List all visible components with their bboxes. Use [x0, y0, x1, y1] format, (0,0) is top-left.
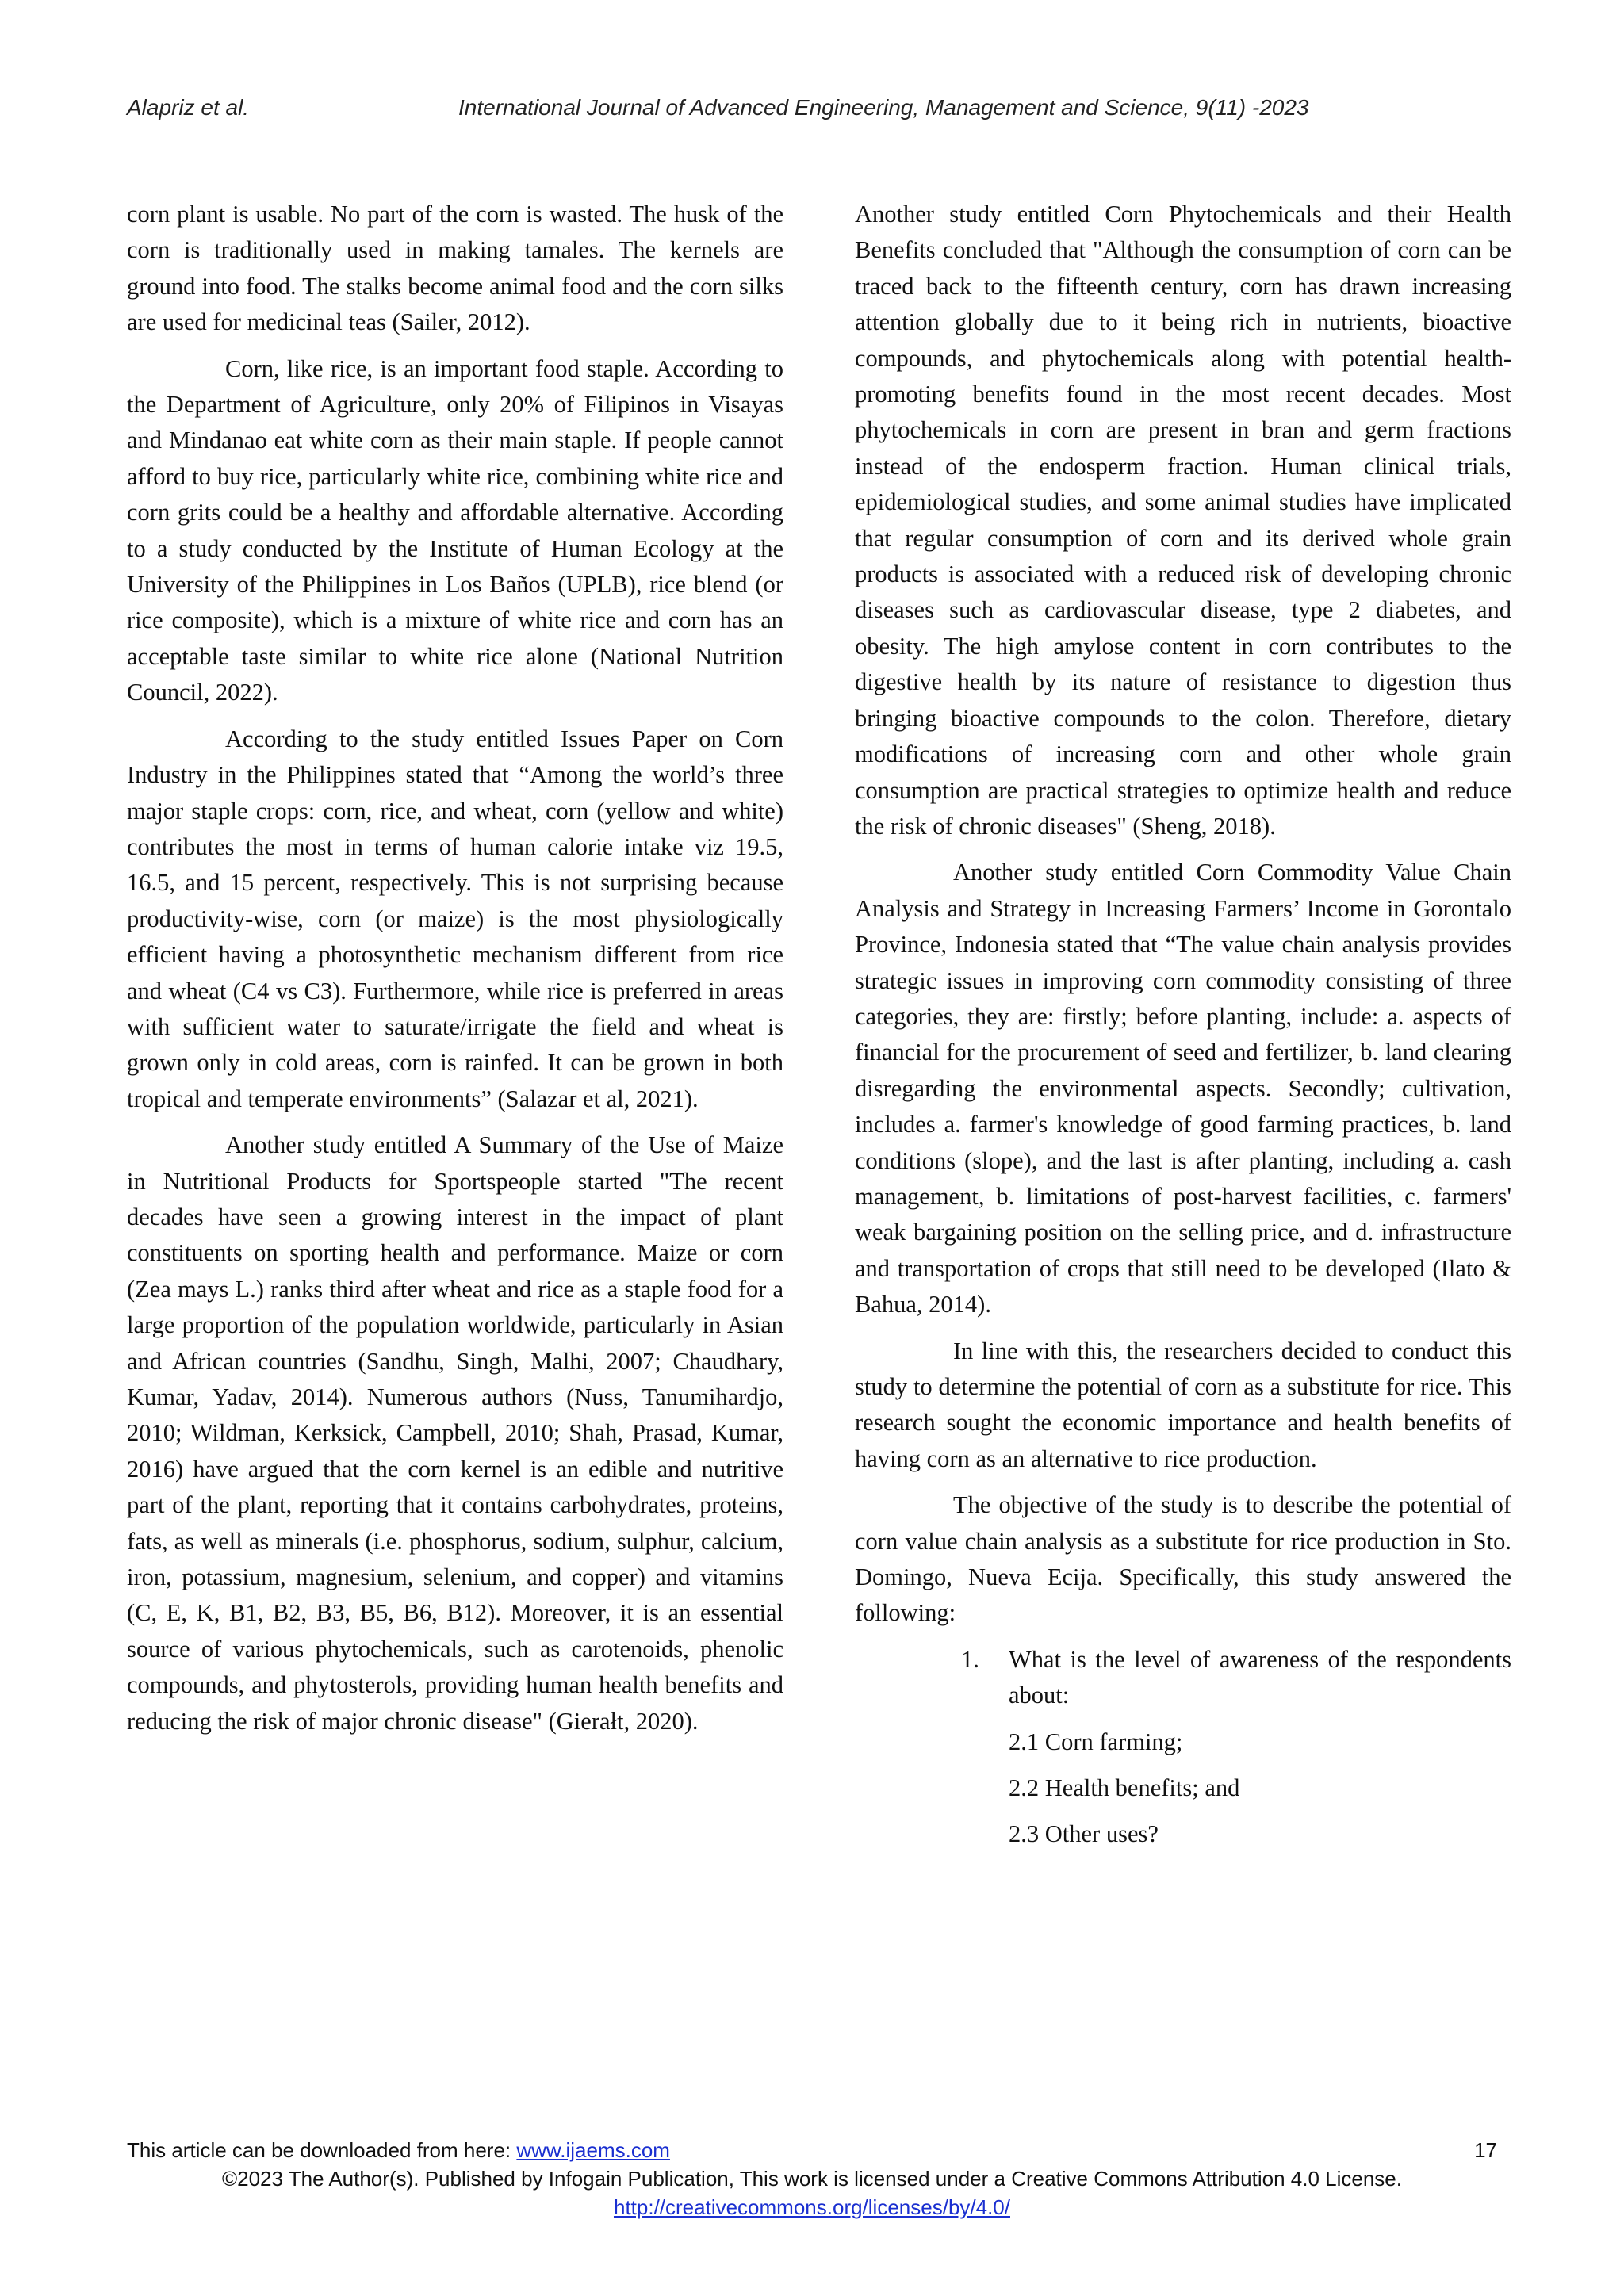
question-text: What is the level of awareness of the respondents about: — [1009, 1645, 1511, 1709]
paragraph: Another study entitled Corn Phytochemicals and their Health Benefits concluded that "Although the consumption of corn can be traced back to the fifteenth century, corn has drawn increasing attention globally due to it being rich in nutrients, bioactive compounds, and phytochemicals along with potential health-promoting benefits found in the most recent decades. Most phytochemicals in corn are present in bran and germ fractions instead of the endosperm fraction. Human clinical trials, epidemiological studies, and some animal studies have implicated that regular consumption of corn and its derived whole grain products is associated with a reduced risk of developing chronic diseases such as cardiovascular disease, type 2 diabetes, and obesity. The high amylose content in corn contributes to the digestive health by its nature of resistance to digestion thus bringing bioactive compounds to the colon. Therefore, dietary modifications of increasing corn and other whole grain consumption are practical strategies to optimize health and reduce the risk of chronic diseases" (Sheng, 2018). — [855, 201, 1511, 840]
license-line — [0, 2193, 1624, 2221]
paragraph: According to the study entitled Issues Paper on Corn Industry in the Philippines stated that “Among the world’s three major staple crops: corn, rice, and wheat, corn (yellow and white) contributes the most in terms of human calorie intake viz 19.5, 16.5, and 15 percent, respectively. This is not surprising because productivity-wise, corn (or maize) is the most physiologically efficient having a photosynthetic mechanism different from rice and wheat (C4 vs C3). Furthermore, while rice is preferred in areas with sufficient water to saturate/irrigate the field and wheat is grown only in cold areas, corn is rainfed. It can be grown in both tropical and temperate environments” (Salazar et al, 2021). — [127, 725, 783, 1112]
right-column — [855, 197, 1511, 1853]
page-number: 17 — [1474, 2138, 1497, 2162]
running-header — [127, 95, 1497, 127]
download-line — [127, 2136, 670, 2164]
sub-item: 2.3 Other uses? — [1009, 1820, 1159, 1848]
paragraph: Corn, like rice, is an important food staple. According to the Department of Agriculture, only 20% of Filipinos in Visayas and Mindanao eat white corn as their main staple. If people cannot afford to buy rice, particularly white rice, combining white rice and corn grits could be a healthy and affordable alternative. According to a study conducted by the Institute of Human Ecology at the University of the Philippines in Los Baños (UPLB), rice blend (or rice composite), which is a mixture of white rice and corn has an acceptable taste similar to white rice alone (National Nutrition Council, 2022). — [127, 354, 783, 706]
paragraph: corn plant is usable. No part of the corn is wasted. The husk of the corn is traditionally used in making tamales. The kernels are ground into food. The stalks become animal food and the corn silks are used for medicinal teas (Sailer, 2012). — [127, 201, 783, 336]
paragraph: In line with this, the researchers decided to conduct this study to determine the potential of corn as a substitute for rice. This research sought the economic importance and health benefits of having corn as an alternative to rice production. — [855, 1337, 1511, 1472]
copyright-notice: ©2023 The Author(s). Published by Infogain Publication, This work is licensed under a Creative Commons Attribution 4.0 License. — [221, 2167, 1402, 2191]
sub-item: 2.2 Health benefits; and — [1009, 1774, 1240, 1802]
license-link[interactable]: http://creativecommons.org/licenses/by/4.0/ — [613, 2195, 1010, 2219]
paragraph: The objective of the study is to describe the potential of corn value chain analysis as a substitute for rice production in Sto. Domingo, Nueva Ecija. Specifically, this study answered the following: — [855, 1491, 1511, 1627]
paragraph: Another study entitled Corn Commodity Value Chain Analysis and Strategy in Increasing Farmers’ Income in Gorontalo Province, Indonesia stated that “The value chain analysis provides strategic issues in improving corn commodity consisting of three categories, they are: firstly; before planting, include: a. aspects of financial for the procurement of seed and fertilizer, b. land clearing disregarding the environmental aspects. Secondly; cultivation, includes a. farmer's knowledge of good farming practices, b. land conditions (slope), and the last is after planting, including a. cash management, b. limitations of post-harvest facilities, c. farmers' weak bargaining position on the selling price, and d. infrastructure and transportation of crops that still need to be developed (Ilato & Bahua, 2014). — [855, 859, 1511, 1318]
research-questions — [855, 1642, 1511, 1853]
header-author: Alapriz et al. — [127, 95, 250, 120]
download-text: This article can be downloaded from here: — [127, 2138, 517, 2162]
header-journal: International Journal of Advanced Engineering, Management and Science, 9(11) -2023 — [458, 95, 1309, 120]
sub-item: 2.1 Corn farming; — [1009, 1728, 1183, 1755]
list-number: 1. — [961, 1645, 979, 1673]
paragraph: Another study entitled A Summary of the Use of Maize in Nutritional Products for Sportspeople started "The recent decades have seen a growing interest in the impact of plant constituents on sporting health and performance. Maize or corn (Zea mays L.) ranks third after wheat and rice as a staple food for a large proportion of the population worldwide, particularly in Asian and African countries (Sandhu, Singh, Malhi, 2007; Chaudhary, Kumar, Yadav, 2014). Numerous authors (Nuss, Tanumihardjo, 2010; Wildman, Kerksick, Campbell, 2010; Shah, Prasad, Kumar, 2016) have argued that the corn kernel is an edible and nutritive part of the plant, reporting that it contains carbohydrates, proteins, fats, as well as minerals (i.e. phosphorus, sodium, sulphur, calcium, iron, potassium, magnesium, selenium, and copper) and vitamins (C, E, K, B1, B2, B3, B5, B6, B12). Moreover, it is an essential source of various phytochemicals, such as carotenoids, phenolic compounds, and phytosterols, providing human health benefits and reducing the risk of major chronic disease" (Gierałt, 2020). — [127, 1131, 783, 1735]
left-column — [127, 197, 783, 1750]
journal-link[interactable]: www.ijaems.com — [516, 2138, 670, 2162]
list-item — [855, 1642, 1511, 1714]
